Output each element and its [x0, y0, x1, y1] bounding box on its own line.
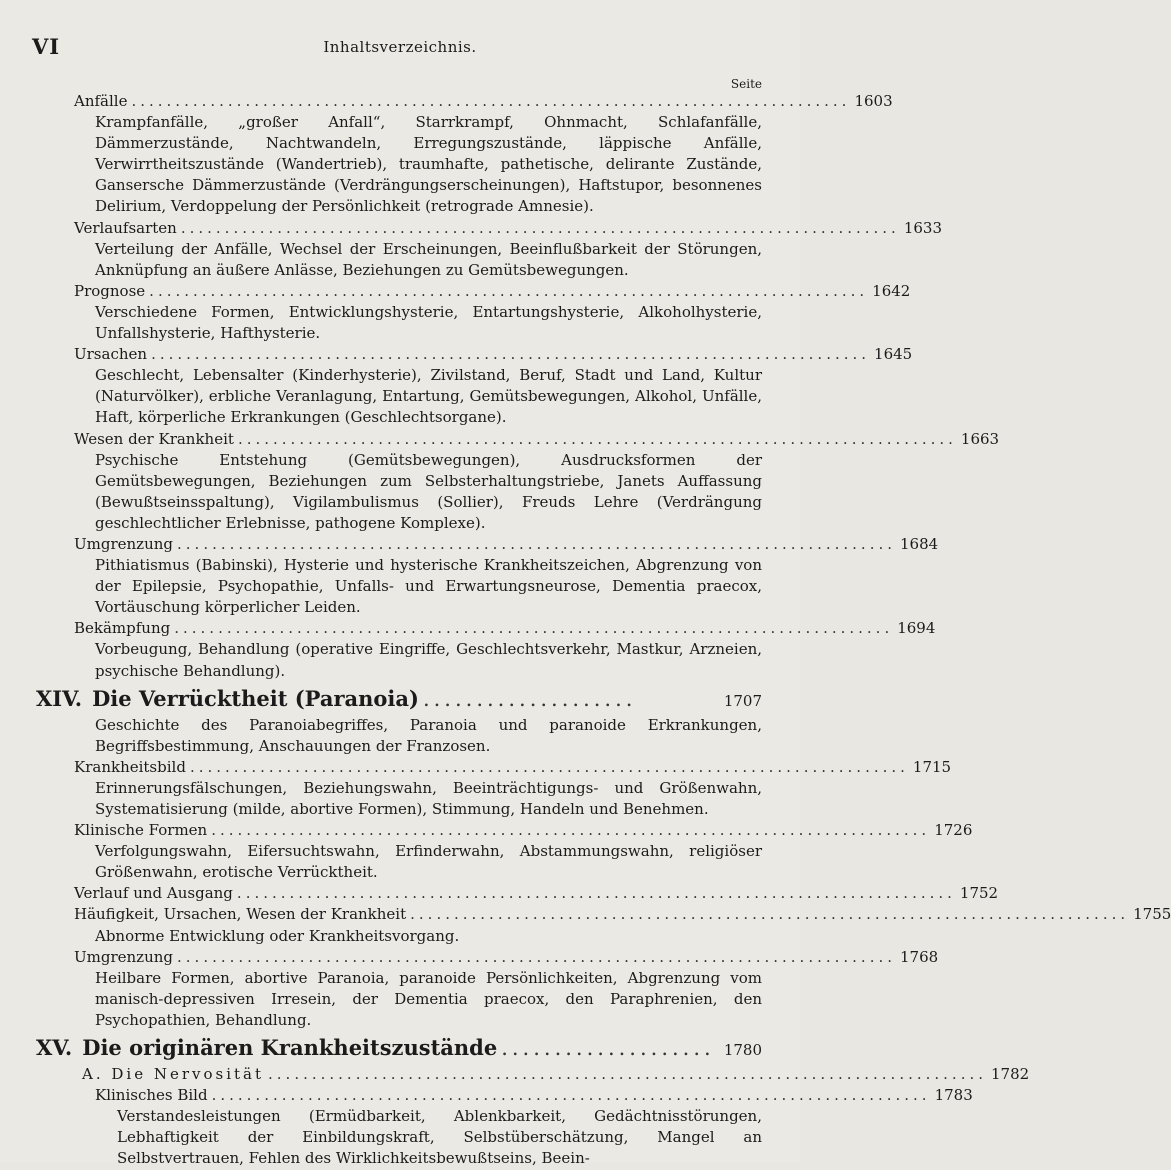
entry-title: Wesen der Krankheit	[74, 429, 234, 448]
toc-subsection: A. Die Nervosität .................................................................................. 1782	[0, 1064, 800, 1085]
section-title: Die Verrücktheit (Paranoia)	[92, 685, 419, 711]
entry-description: Verfolgungswahn, Eifersuchtswahn, Erfinderwahn, Abstammungswahn, religiöser Größenwahn, erotische Verrücktheit.	[95, 842, 762, 882]
entry-page: 1684	[900, 534, 939, 553]
entry-description: Verstandesleistungen (Ermüdbarkeit, Ablenkbarkeit, Gedächtnisstörungen, Lebhaftigkeit der Einbildungskraft, Selbstüberschätzung, Mangel an Selbstvertrauen, Fehlen des Wirklichkeitsbewußtseins, Beein-	[117, 1107, 762, 1168]
toc-entry: Bekämpfung .................................................................................. 1694 Vorbeugung, Behandlung (operative Eingriffe, Geschlechtsverkehr, Mastkur, Arzneien, psychische Behandlung).	[0, 618, 800, 681]
entry-page: 1663	[960, 429, 1000, 448]
running-title: Inhaltsverzeichnis.	[323, 38, 477, 56]
page-column-label: Seite	[730, 77, 762, 91]
toc-entry: Verlaufsarten .................................................................................. 1633 Verteilung der Anfälle, Wechsel der Erscheinungen, Beeinflußbarkeit der Störungen, Anknüpfung an äußere Anlässe, Beziehungen zu Gemütsbewegungen.	[0, 218, 800, 281]
entry-page: 1694	[897, 619, 936, 638]
entry-page: 1715	[912, 757, 952, 776]
entry-title: Prognose	[74, 281, 146, 300]
toc-entry: Klinisches Bild .................................................................................. 1783 Verstandesleistungen (Ermüdbarkeit, Ablenkbarkeit, Gedächtnisstörungen, Lebhaftigkeit der Einbildungskraft, Selbstüberschätzung, Mangel an Selbstvertrauen, Fehlen des Wirklichkeitsbewußtseins, Beein-	[0, 1085, 800, 1169]
entry-title: Verlauf und Ausgang	[74, 884, 233, 903]
entry-title: Krankheitsbild	[74, 757, 186, 776]
entry-description: Verteilung der Anfälle, Wechsel der Erscheinungen, Beeinflußbarkeit der Störungen, Anknüpfung an äußere Anlässe, Beziehungen zu Gemütsbewegungen.	[95, 239, 762, 279]
section-number: XV.	[36, 1035, 73, 1061]
page-number: VI	[32, 34, 61, 59]
toc-entry: Anfälle .................................................................................. 1603 Krampfanfälle, „großer Anfall“, Starrkrampf, Ohnmacht, Schlafanfälle, Dämmerzustände, Nachtwandeln, Erregungszustände, läppische Anfälle, Verwirrtheitszustände (Wandertrieb), traumhafte, pathetische, delirante Zustände, Gansersche Dämmerzustände (Verdrängungserscheinungen), Haftstupor, besonnenes Delirium, Verdoppelung der Persönlichkeit (retrograde Amnesie).	[0, 91, 800, 218]
entry-description: Heilbare Formen, abortive Paranoia, paranoide Persönlichkeiten, Abgrenzung vom manisch-depressiven Irresein, der Dementia praecox, den Paraphrenien, den Psychopathien, Behandlung.	[95, 968, 762, 1029]
entry-page: 1642	[872, 281, 911, 300]
entry-page: 1755	[1133, 905, 1171, 924]
section-page: 1707	[723, 691, 762, 710]
toc-entry: Prognose .................................................................................. 1642 Verschiedene Formen, Entwicklungshysterie, Entartungshysterie, Alkoholhysterie, Unfallshysterie, Hafthysterie.	[0, 281, 800, 344]
entry-page: 1726	[934, 821, 973, 840]
section-description: Geschichte des Paranoiabegriffes, Paranoia und paranoide Erkrankungen, Begriffsbestimmung, Anschauungen der Franzosen.	[95, 715, 762, 755]
entry-title: Anfälle	[74, 92, 128, 110]
entry-page: 1633	[903, 218, 943, 237]
toc-entry: Häufigkeit, Ursachen, Wesen der Krankheit .................................................................................. 1755 Abnorme Entwicklung oder Krankheitsvorgang.	[0, 904, 800, 946]
entry-title: Häufigkeit, Ursachen, Wesen der Krankheit	[74, 905, 407, 924]
entry-page: 1645	[874, 345, 913, 364]
toc-entry: Krankheitsbild .................................................................................. 1715 Erinnerungsfälschungen, Beziehungswahn, Beeinträchtigungs- und Größenwahn, Systematisierung (milde, abortive Formen), Stimmung, Handeln und Benehmen.	[0, 757, 800, 820]
entry-description: Pithiatismus (Babinski), Hysterie und hysterische Krankheitszeichen, Abgrenzung von der Epilepsie, Psychopathie, Unfalls- und Erwartungsneurose, Dementia praecox, Vortäuschung körperlicher Leiden.	[95, 556, 762, 617]
entry-title: Verlaufsarten	[74, 218, 177, 237]
section-number: XIV.	[36, 685, 83, 711]
entry-page: 1783	[934, 1086, 973, 1105]
toc-entry: Umgrenzung .................................................................................. 1684 Pithiatismus (Babinski), Hysterie und hysterische Krankheitszeichen, Abgrenzung von der Epilepsie, Psychopathie, Unfalls- und Erwartungsneurose, Dementia praecox, Vortäuschung körperlicher Leiden.	[0, 534, 800, 618]
toc-entry: Umgrenzung .................................................................................. 1768 Heilbare Formen, abortive Paranoia, paranoide Persönlichkeiten, Abgrenzung vom manisch-depressiven Irresein, der Dementia praecox, den Paraphrenien, den Psychopathien, Behandlung.	[0, 947, 800, 1031]
toc-entry: Klinische Formen .................................................................................. 1726 Verfolgungswahn, Eifersuchtswahn, Erfinderwahn, Abstammungswahn, religiöser Größenwahn, erotische Verrücktheit.	[0, 820, 800, 883]
entry-description: Vorbeugung, Behandlung (operative Eingriffe, Geschlechtsverkehr, Mastkur, Arzneien, psychische Behandlung).	[95, 640, 762, 680]
entry-page: 1752	[959, 884, 999, 903]
entry-page: 1768	[900, 947, 939, 966]
entry-description: Erinnerungsfälschungen, Beziehungswahn, Beeinträchtigungs- und Größenwahn, Systematisierung (milde, abortive Formen), Stimmung, Handeln und Benehmen.	[95, 778, 762, 818]
entry-page: 1603	[854, 92, 893, 110]
entry-title: Umgrenzung	[74, 534, 174, 553]
section-heading-xiv: XIV. Die Verrücktheit (Paranoia) .................... 1707	[36, 685, 762, 711]
entry-description: Abnorme Entwicklung oder Krankheitsvorgang.	[95, 926, 460, 945]
section-title: Die originären Krankheitszustände	[82, 1035, 498, 1061]
entry-title: Bekämpfung	[74, 619, 171, 638]
entry-title: Ursachen	[74, 345, 148, 364]
toc-entry: Wesen der Krankheit .................................................................................. 1663 Psychische Entstehung (Gemütsbewegungen), Ausdrucksformen der Gemütsbewegungen, Beziehungen zum Selbsterhaltungstriebe, Janets Auffassung (Bewußtseinsspaltung), Vigilambulismus (Sollier), Freuds Lehre (Verdrängung geschlechtlicher Erlebnisse, pathogene Komplexe).	[0, 429, 800, 534]
entry-title: Umgrenzung	[74, 947, 174, 966]
toc-entry: Verlauf und Ausgang .................................................................................. 1752	[0, 883, 800, 904]
subsection-title: A. Die Nervosität	[82, 1065, 265, 1084]
section-page: 1780	[723, 1041, 762, 1060]
entry-title: Klinische Formen	[74, 821, 208, 840]
entry-description: Verschiedene Formen, Entwicklungshysterie, Entartungshysterie, Alkoholhysterie, Unfallshysterie, Hafthysterie.	[95, 302, 762, 343]
entry-title: Klinisches Bild	[95, 1086, 208, 1105]
entry-description: Geschlecht, Lebensalter (Kinderhysterie), Zivilstand, Beruf, Stadt und Land, Kultur (Naturvölker), erbliche Veranlagung, Entartung, Gemütsbewegungen, Alkohol, Unfälle, Haft, körperliche Erkrankungen (Geschlechtsorgane).	[95, 366, 762, 427]
entry-description: Krampfanfälle, „großer Anfall“, Starrkrampf, Ohnmacht, Schlafanfälle, Dämmerzustände, Nachtwandeln, Erregungszustände, läppische Anfälle, Verwirrtheitszustände (Wandertrieb), traumhafte, pathetische, delirante Zustände, Gansersche Dämmerzustände (Verdrängungserscheinungen), Haftstupor, besonnenes Delirium, Verdoppelung der Persönlichkeit (retrograde Amnesie).	[95, 113, 762, 216]
entry-description: Psychische Entstehung (Gemütsbewegungen), Ausdrucksformen der Gemütsbewegungen, Beziehungen zum Selbsterhaltungstriebe, Janets Auffassung (Bewußtseinsspaltung), Vigilambulismus (Sollier), Freuds Lehre (Verdrängung geschlechtlicher Erlebnisse, pathogene Komplexe).	[95, 450, 762, 532]
toc-entry: Ursachen .................................................................................. 1645 Geschlecht, Lebensalter (Kinderhysterie), Zivilstand, Beruf, Stadt und Land, Kultur (Naturvölker), erbliche Veranlagung, Entartung, Gemütsbewegungen, Alkohol, Unfälle, Haft, körperliche Erkrankungen (Geschlechtsorgane).	[0, 344, 800, 428]
subsection-page: 1782	[991, 1065, 1030, 1084]
toc-body	[0, 91, 1171, 1170]
section-heading-xv: XV. Die originären Krankheitszustände .................... 1780	[36, 1035, 762, 1061]
